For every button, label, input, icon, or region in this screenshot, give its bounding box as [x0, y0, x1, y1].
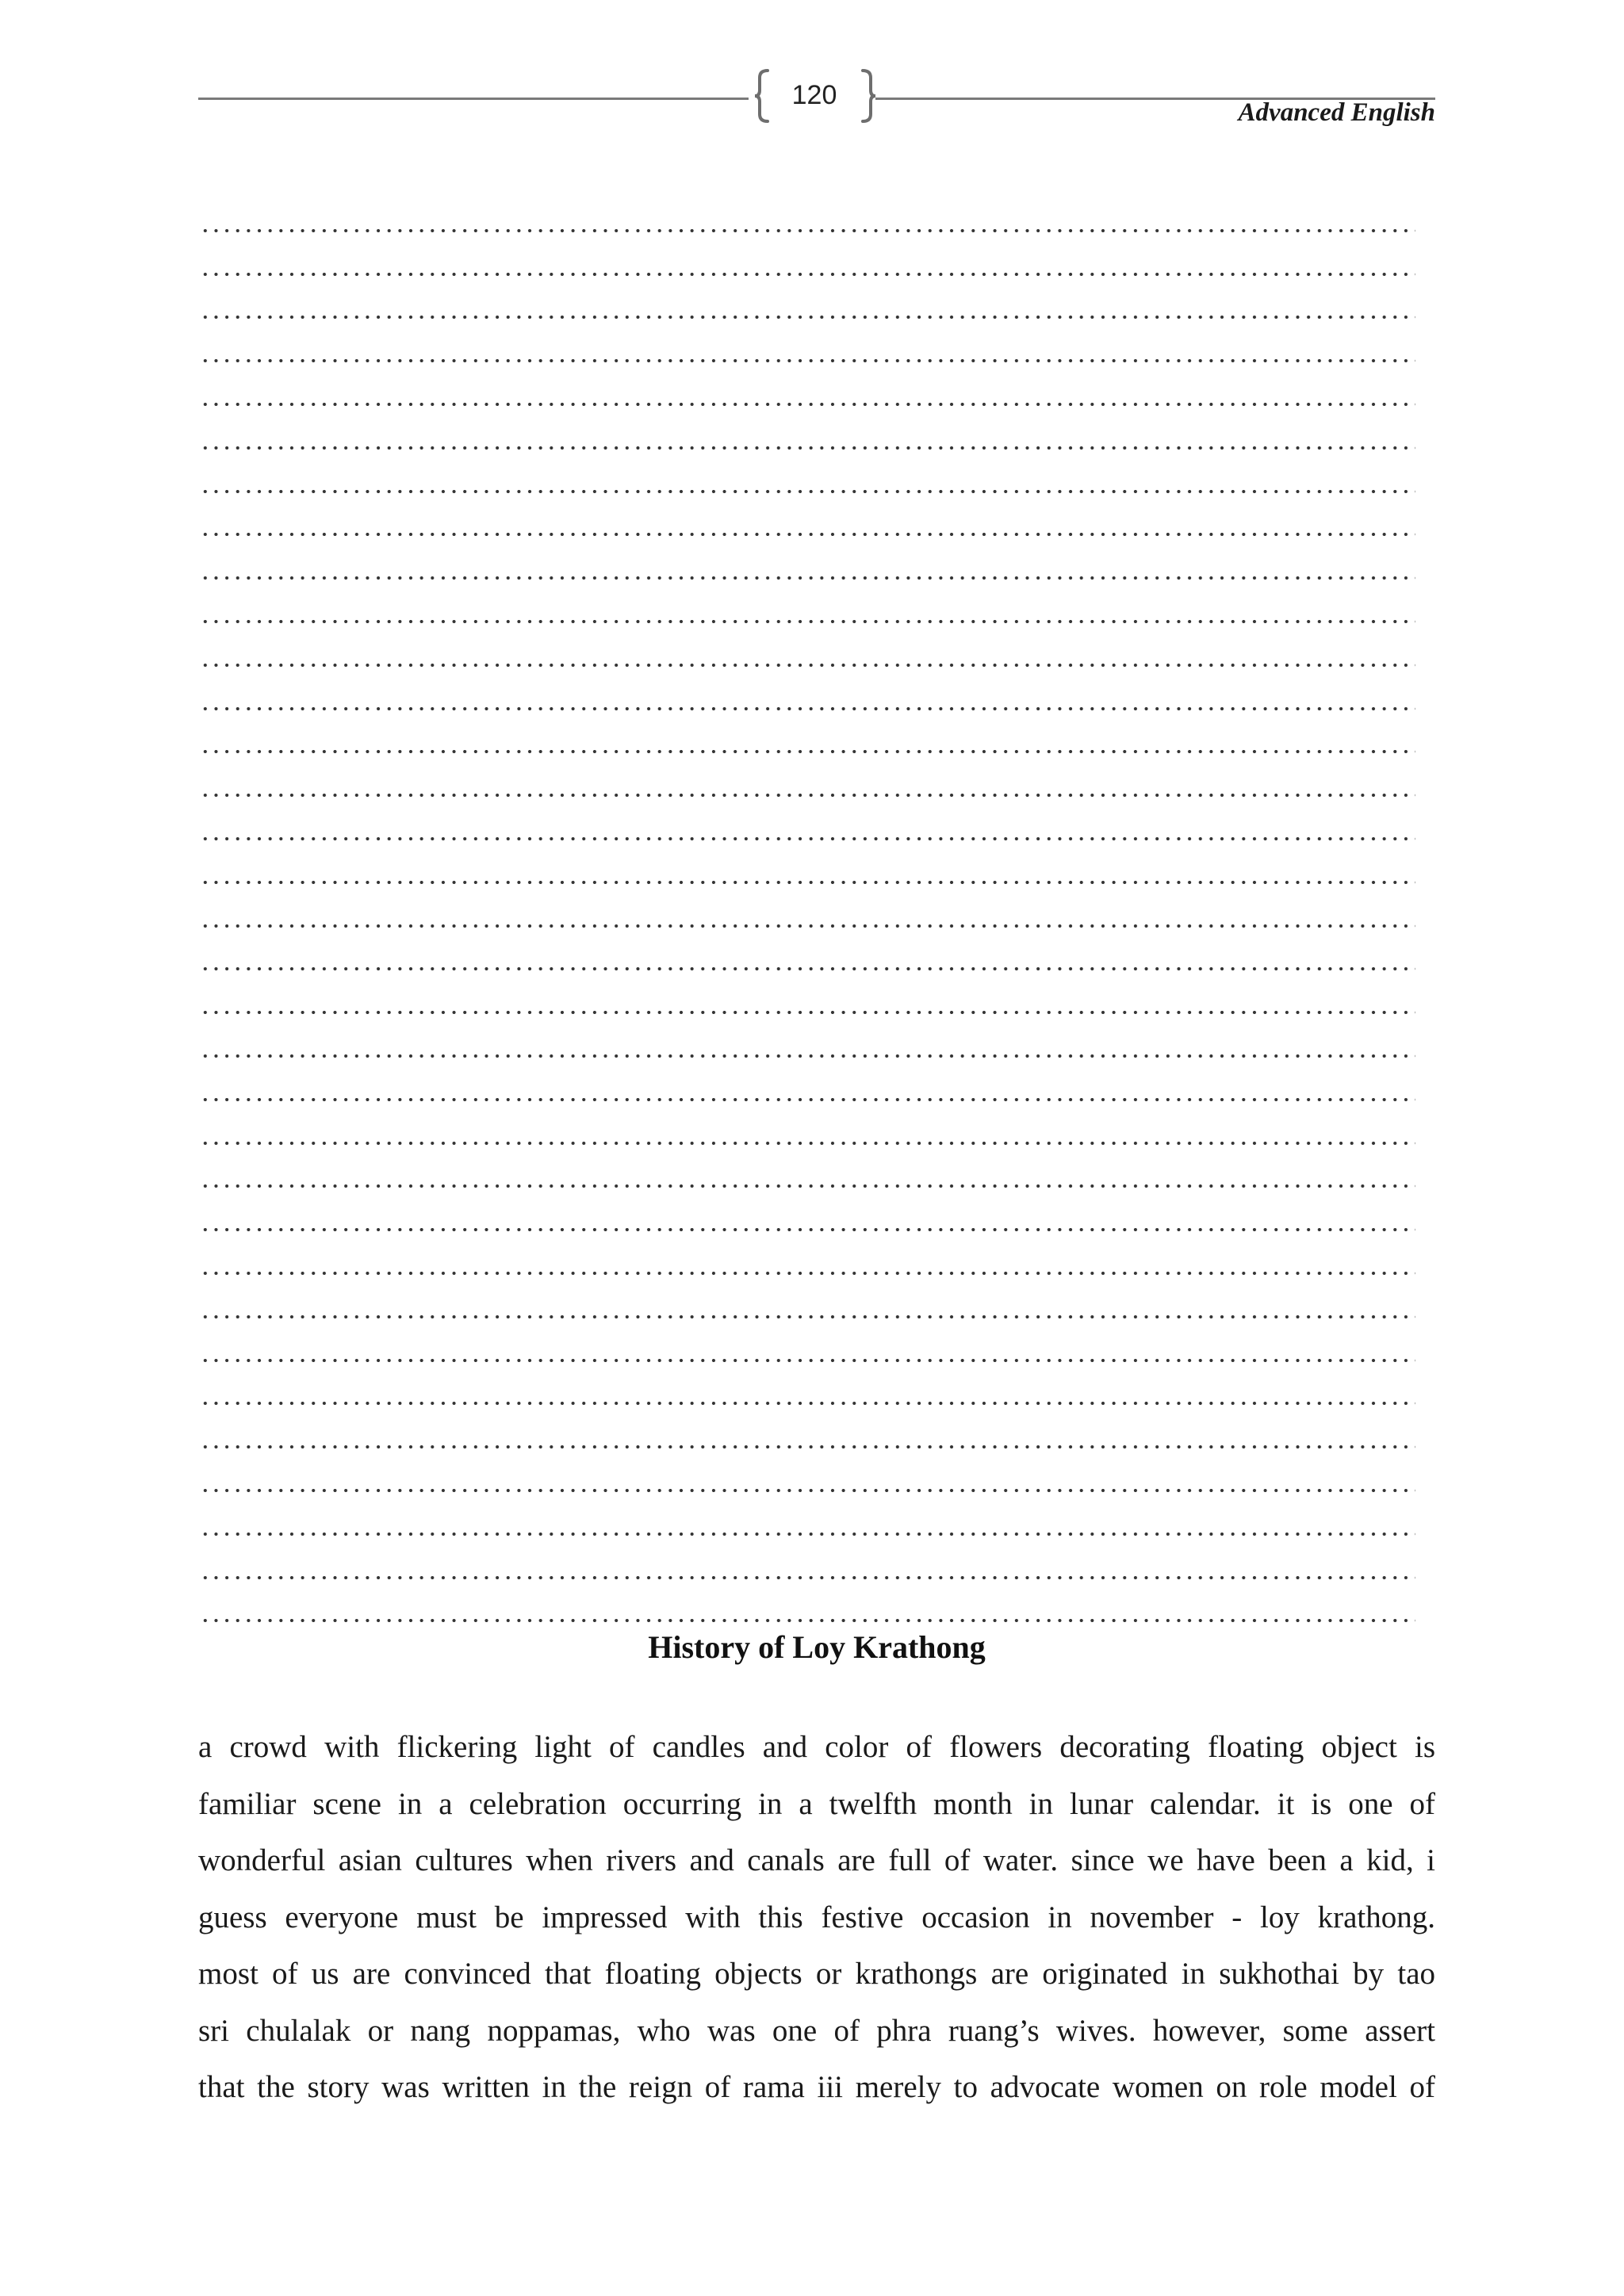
dotted-answer-line	[198, 552, 1415, 595]
dotted-answer-line	[198, 1552, 1415, 1595]
body-text-line: familiar scene in a celebration occurring in a twelfth month in lunar calendar. it is one of	[198, 1786, 1435, 1821]
dotted-answer-line	[198, 1421, 1415, 1464]
body-text-line: most of us are convinced that floating objects or krathongs are originated in sukhothai by tao	[198, 1957, 1435, 1991]
dotted-answer-lines	[198, 205, 1415, 1638]
dotted-answer-line	[198, 900, 1415, 943]
dotted-answer-line	[198, 595, 1415, 639]
dotted-answer-line	[198, 813, 1415, 856]
dotted-answer-line	[198, 1291, 1415, 1334]
body-paragraph	[198, 1719, 1435, 2116]
dotted-answer-line	[198, 292, 1415, 335]
dotted-answer-line	[198, 1203, 1415, 1247]
dotted-answer-line	[198, 1508, 1415, 1552]
running-head: Advanced English	[1238, 98, 1435, 127]
dotted-answer-line	[198, 378, 1415, 422]
dotted-answer-line	[198, 1073, 1415, 1117]
dotted-answer-line	[198, 1378, 1415, 1422]
right-brace-icon	[860, 68, 877, 124]
dotted-answer-line	[198, 856, 1415, 900]
dotted-answer-line	[198, 335, 1415, 378]
dotted-answer-line	[198, 1117, 1415, 1161]
dotted-answer-line	[198, 1030, 1415, 1073]
page-number: 120	[791, 80, 837, 110]
dotted-answer-line	[198, 1464, 1415, 1508]
dotted-answer-line	[198, 986, 1415, 1030]
dotted-answer-line	[198, 509, 1415, 553]
dotted-answer-line	[198, 248, 1415, 292]
body-text-line: that the story was written in the reign of rama iii merely to advocate women on role model of	[198, 2070, 1435, 2104]
dotted-answer-line	[198, 726, 1415, 770]
dotted-answer-line	[198, 1247, 1415, 1291]
dotted-answer-line	[198, 205, 1415, 248]
left-brace-icon	[753, 68, 771, 124]
body-text-line: wonderful asian cultures when rivers and canals are full of water. since we have been a kid, i	[198, 1843, 1435, 1877]
body-text-line: guess everyone must be impressed with this festive occasion in november - loy krathong.	[198, 1900, 1435, 1934]
body-text-line: a crowd with flickering light of candles and color of flowers decorating floating object is	[198, 1730, 1435, 1764]
dotted-answer-line	[198, 943, 1415, 987]
dotted-answer-line	[198, 683, 1415, 726]
header-rule-left	[198, 98, 749, 100]
dotted-answer-line	[198, 639, 1415, 683]
page-header	[0, 0, 1624, 159]
section-title: History of Loy Krathong	[648, 1629, 986, 1665]
dotted-answer-line	[198, 422, 1415, 465]
dotted-answer-line	[198, 465, 1415, 509]
dotted-answer-line	[198, 1161, 1415, 1204]
dotted-answer-line	[198, 769, 1415, 813]
dotted-answer-line	[198, 1334, 1415, 1378]
body-text-line: sri chulalak or nang noppamas, who was one of phra ruang’s wives. however, some assert	[198, 2013, 1435, 2048]
